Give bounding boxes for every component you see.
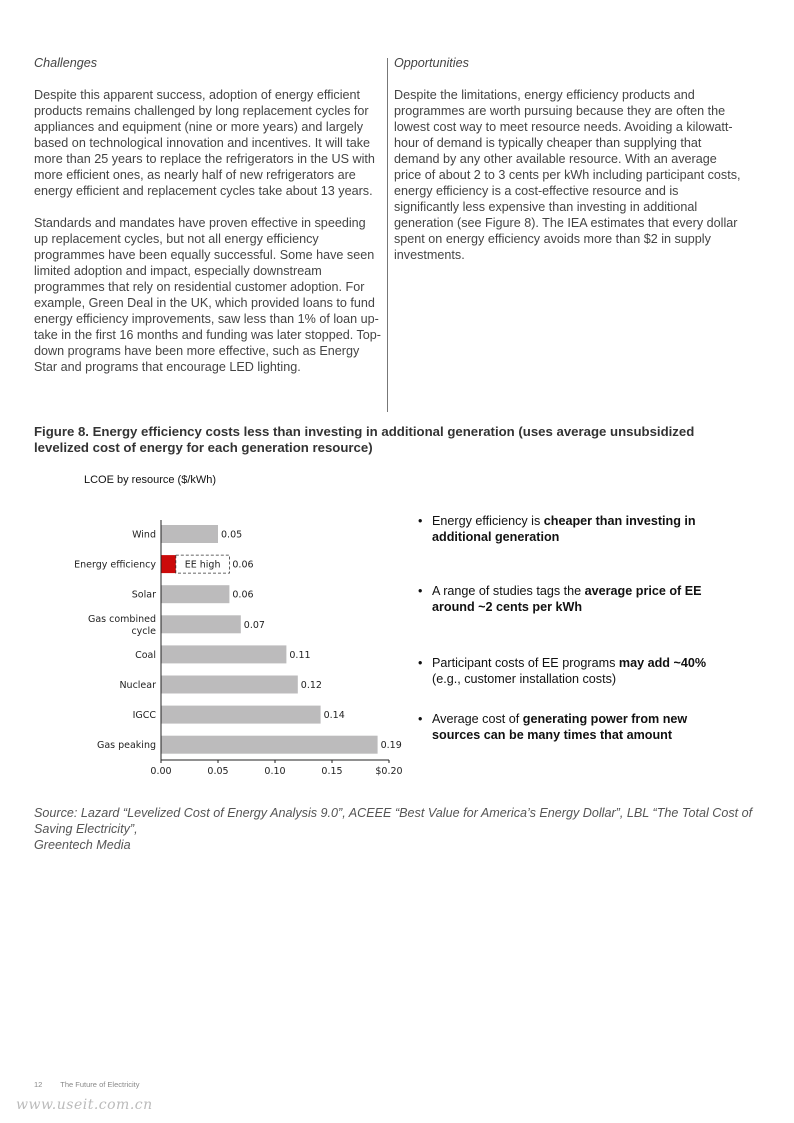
chart-title: LCOE by resource ($/kWh): [84, 474, 217, 486]
bar-energy-efficiency-low: [161, 555, 176, 573]
bar: [161, 615, 241, 633]
category-label: Coal: [135, 649, 156, 661]
bar: [161, 585, 229, 603]
x-tick-label: $0.20: [375, 766, 403, 777]
x-tick-label: 0.00: [150, 766, 172, 777]
challenges-paragraph-1: Despite this apparent success, adoption of energy efficient products remains challenged by long replacement cycles for appliances and equipment (nine or more years) and largely based on technological innovation and incentives. It will take more than 25 years to replace the refrigerators in the US with more efficient ones, as nearly half of new refrigerators are energy efficient and replacement cycles take about 13 years.: [34, 88, 375, 198]
finding-emphasis: may add ~40%: [618, 656, 707, 670]
category-label: cycle: [131, 625, 156, 637]
opportunities-paragraph-1: Despite the limitations, energy efficiency products and programmes are worth pursuing because they are often the lowest cost way to meet resource needs. Avoiding a kilowatt-hour of demand is typically cheaper than supplying that demand by any other available resource. With an average price of about 2 to 3 cents per kWh including participant costs, energy efficiency is a cost-effective resource and is significantly less expensive than investing in additional generation (see Figure 8). The IEA estimates that every dollar spent on energy efficiency avoids more than $2 in supply investments.: [394, 88, 741, 262]
category-label: IGCC: [132, 710, 156, 722]
watermark: www.useit.com.cn: [16, 1097, 153, 1113]
category-label: Wind: [132, 529, 156, 541]
value-label: 0.05: [221, 529, 243, 541]
opportunities-heading: Opportunities: [394, 56, 469, 70]
finding-text: Participant costs of EE programs: [432, 656, 619, 670]
finding-emphasis: average price of EE around ~2 cents per kWh: [432, 584, 702, 614]
key-findings-list: [418, 513, 728, 743]
finding-item: [418, 655, 728, 687]
finding-text: Energy efficiency is: [432, 514, 544, 528]
value-label: 0.06: [232, 589, 254, 601]
bar: [161, 676, 298, 694]
finding-text: A range of studies tags the: [432, 584, 585, 598]
finding-item: [418, 513, 728, 545]
x-tick-label: 0.10: [264, 766, 286, 777]
challenges-heading: Challenges: [34, 56, 98, 70]
x-tick-label: 0.05: [207, 766, 229, 777]
value-label: 0.11: [289, 649, 311, 661]
ee-high-label: EE high: [184, 559, 221, 571]
category-label: Solar: [131, 589, 156, 601]
bar: [161, 645, 286, 663]
page-number: 12: [34, 1080, 43, 1089]
finding-item: [418, 711, 728, 743]
finding-emphasis: generating power from new sources can be many times that amount: [432, 712, 688, 742]
figure-title: Figure 8. Energy efficiency costs less than investing in additional generation (uses average unsubsidized levelized cost of energy for each generation resource): [34, 424, 695, 455]
source-line: Source: Lazard “Levelized Cost of Energy Analysis 9.0”, ACEEE “Best Value for America’s Energy Dollar”, LBL “The Total Cost of Saving Electricity”,: [34, 806, 753, 836]
value-label: 0.14: [323, 710, 345, 722]
challenges-paragraph-2: Standards and mandates have proven effective in speeding up replacement cycles, but not all energy efficiency programmes have been equally successful. Some have seen limited adoption and impact, especially downstream programmes that rely on residential customer adoption. For example, Green Deal in the UK, which provided loans to fund energy efficiency improvements, saw less than 1% of loan up-take in the first 16 months and funding was later stopped. Top-down programs have been more effective, such as Energy Star and programs that encourage LED lighting.: [34, 216, 382, 374]
x-tick-label: 0.15: [321, 766, 343, 777]
category-label: Gas combined: [87, 613, 156, 625]
bar: [161, 525, 218, 543]
source-line: Greentech Media: [34, 838, 131, 852]
category-label: Energy efficiency: [74, 559, 156, 571]
value-label: 0.12: [300, 680, 322, 691]
category-label: Nuclear: [119, 680, 156, 691]
figure-source: [34, 805, 754, 853]
bar: [161, 706, 321, 724]
finding-emphasis: cheaper than investing in additional generation: [432, 514, 696, 544]
publication-title: The Future of Electricity: [60, 1080, 140, 1089]
finding-text: (e.g., customer installation costs): [432, 672, 617, 686]
page-footer: [34, 1080, 140, 1089]
value-label: 0.06: [232, 559, 254, 571]
value-label: 0.07: [243, 619, 265, 631]
finding-text: Average cost of: [432, 712, 523, 726]
bar: [161, 736, 378, 754]
value-label: 0.19: [380, 740, 402, 752]
finding-item: [418, 583, 728, 615]
category-label: Gas peaking: [96, 740, 156, 752]
